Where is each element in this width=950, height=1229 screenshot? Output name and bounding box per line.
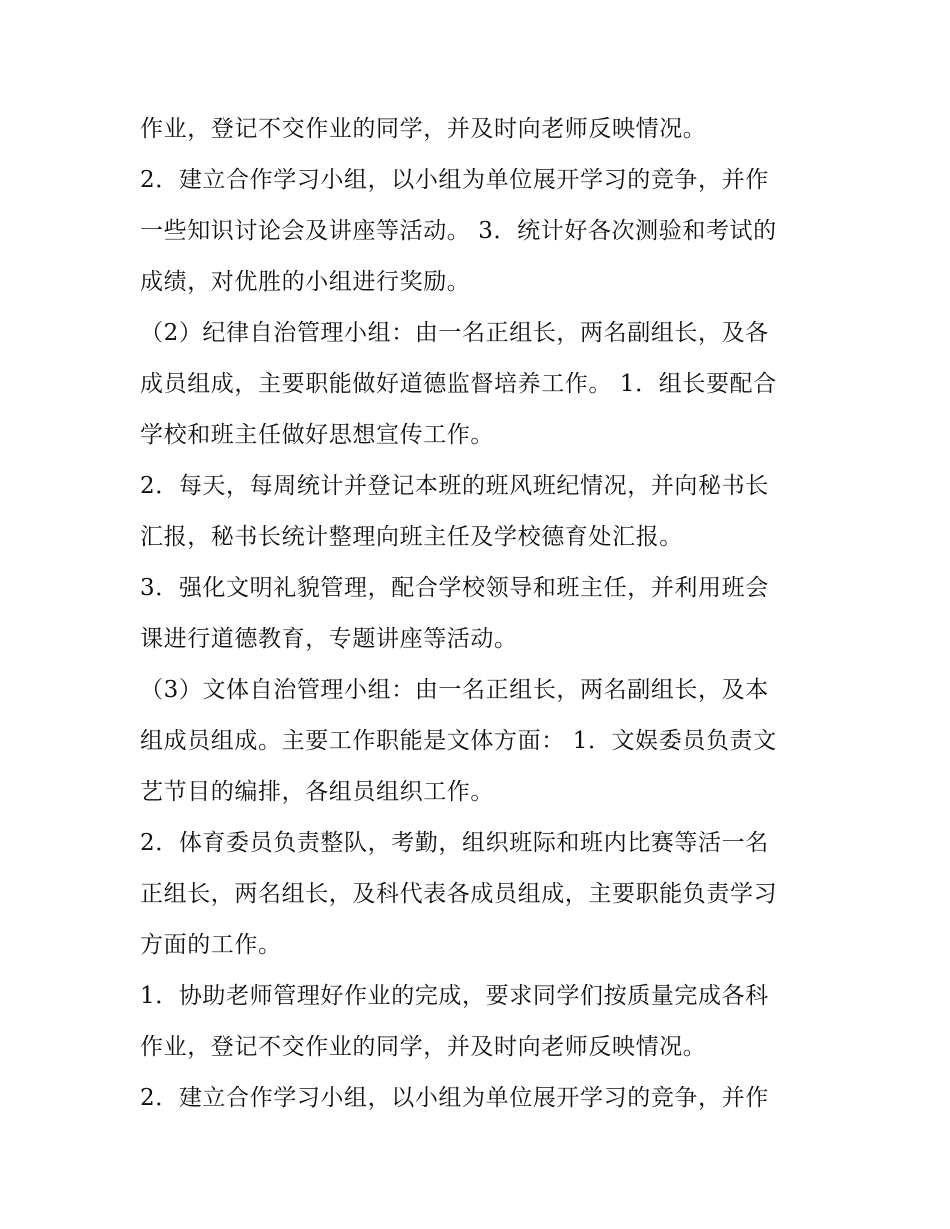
text-line: 汇报，秘书长统计整理向班主任及学校德育处汇报。 (140, 524, 683, 550)
text-line: 学校和班主任做好思想宣传工作。 (140, 422, 494, 448)
text-line: 正组长，两名组长，及科代表各成员组成，主要职能负责学习 (140, 881, 778, 907)
text-line: 成员组成，主要职能做好道德监督培养工作。 1．组长要配合 (140, 371, 777, 397)
text-line: 成绩，对优胜的小组进行奖励。 (140, 269, 471, 295)
text-line: 一些知识讨论会及讲座等活动。 3．统计好各次测验和考试的 (140, 218, 777, 244)
text-line: （3）文体自治管理小组：由一名正组长，两名副组长，及本 (140, 677, 769, 703)
text-line: （2）纪律自治管理小组：由一名正组长，两名副组长，及各 (140, 320, 769, 346)
text-line: 1．协助老师管理好作业的完成，要求同学们按质量完成各科 (140, 983, 769, 1009)
text-line: 2．体育委员负责整队，考勤，组织班际和班内比赛等活一名 (140, 830, 769, 856)
text-line: 作业，登记不交作业的同学，并及时向老师反映情况。 (140, 116, 707, 142)
text-line: 作业，登记不交作业的同学，并及时向老师反映情况。 (140, 1034, 707, 1060)
text-line: 艺节目的编排，各组员组织工作。 (140, 779, 494, 805)
text-line: 2．建立合作学习小组，以小组为单位展开学习的竞争，并作 (140, 167, 769, 193)
text-line: 3．强化文明礼貌管理，配合学校领导和班主任，并利用班会 (140, 575, 769, 601)
document-body (140, 104, 820, 1124)
text-line: 2．建立合作学习小组，以小组为单位展开学习的竞争，并作 (140, 1085, 769, 1111)
text-line: 2．每天，每周统计并登记本班的班风班纪情况，并向秘书长 (140, 473, 769, 499)
text-line: 组成员组成。主要工作职能是文体方面： 1．文娱委员负责文 (140, 728, 777, 754)
text-line: 课进行道德教育，专题讲座等活动。 (140, 626, 518, 652)
text-line: 方面的工作。 (140, 932, 282, 958)
